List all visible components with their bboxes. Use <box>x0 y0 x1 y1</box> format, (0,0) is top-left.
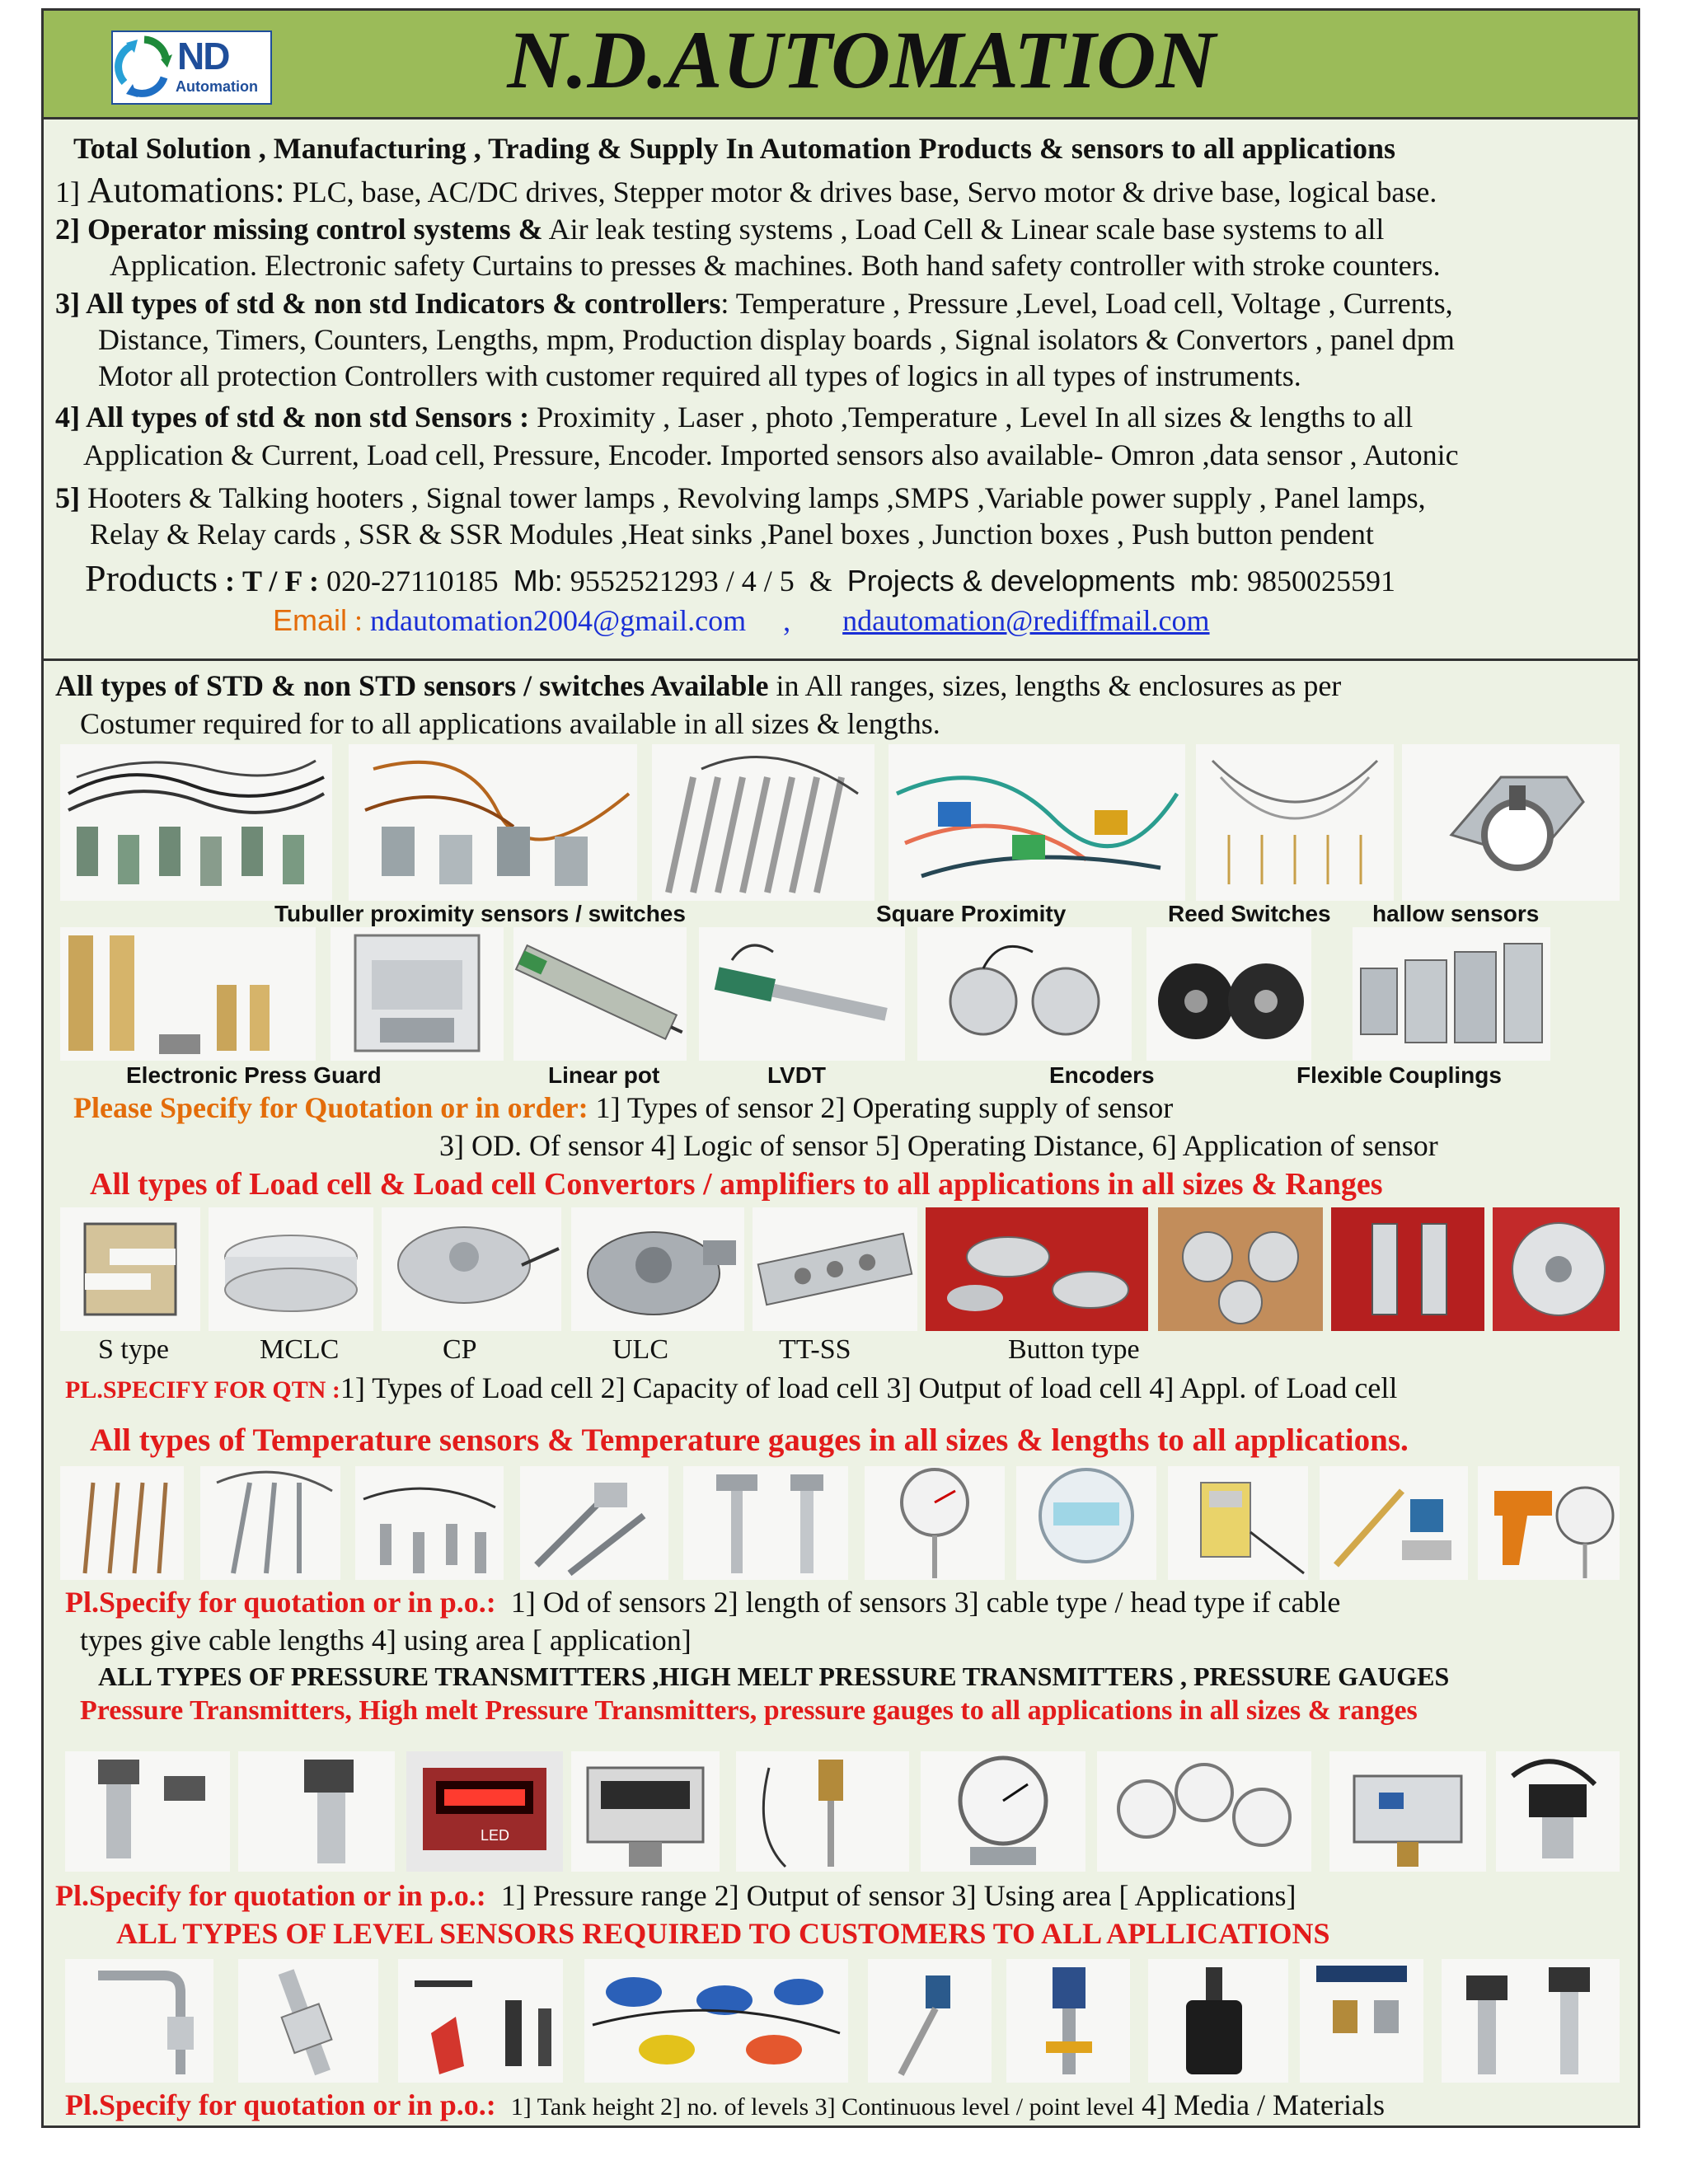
loadcell-spec-line <box>65 1372 1397 1405</box>
intro-item-1 <box>55 171 1437 210</box>
level-sensor-image-4 <box>1006 1959 1130 2083</box>
intro-item-4 <box>55 401 1413 434</box>
item2-line2: Application. Electronic safety Curtains to presses & machines. Both hand safety controller with stroke counters. <box>110 249 1441 282</box>
encoder-image-2 <box>1146 927 1311 1061</box>
temp-sensor-picture-4 <box>520 1466 668 1580</box>
mb-label: Mb: <box>513 564 563 598</box>
encoder-picture-1 <box>917 927 1132 1061</box>
level-spec-line <box>65 2089 1385 2122</box>
item1-num: 1] <box>55 176 80 209</box>
level-sensor-image-3 <box>868 1959 992 2083</box>
ir-thermometer-image <box>1478 1466 1620 1580</box>
caption-press-guard: Electronic Press Guard <box>126 1062 382 1088</box>
caption-cp: CP <box>443 1334 477 1365</box>
level-spec-text-end: 4] Media / Materials <box>1142 2088 1386 2121</box>
loadcell-ulc-image <box>571 1207 744 1331</box>
button-loadcell-image-4 <box>1493 1207 1620 1331</box>
intro-item-5 <box>55 482 1426 515</box>
pressure-sensor-image <box>1496 1751 1620 1872</box>
level-sensor-image-2 <box>238 1959 378 2083</box>
probe-sensors-image <box>652 744 874 901</box>
item3-line3: Motor all protection Controllers with customer required all types of logics in all types of instruments. <box>98 359 1301 392</box>
level-switch-picture <box>398 1959 563 2083</box>
sensors-quote-line2: 3] OD. Of sensor 4] Logic of sensor 5] Operating Distance, 6] Application of sensor <box>439 1129 1438 1162</box>
melt-pressure-picture <box>736 1751 909 1872</box>
loadcell-mclc-image <box>209 1207 373 1331</box>
square-proximity-picture <box>889 744 1185 901</box>
level-sensor-picture-2 <box>238 1959 378 2083</box>
projects-label: Projects & developments <box>846 564 1175 598</box>
pressure-spec-text: 1] Pressure range 2] Output of sensor 3] Using area [ Applications] <box>500 1879 1296 1912</box>
pressure-sensor-picture <box>1496 1751 1620 1872</box>
pressure-spec-line <box>55 1880 1296 1913</box>
caption-tt-ss: TT-SS <box>779 1334 851 1365</box>
press-guard-picture <box>60 927 316 1061</box>
caption-ulc: ULC <box>612 1334 668 1365</box>
temp-sensor-picture-5 <box>683 1466 848 1580</box>
tt-ss-loadcell-picture <box>753 1207 917 1331</box>
caption-lvdt: LVDT <box>767 1062 827 1088</box>
level-sensor-picture-1 <box>65 1959 213 2083</box>
pressure-display-picture-2 <box>571 1751 720 1872</box>
temp-sensor-image-3 <box>355 1466 504 1580</box>
probe-sensors-picture <box>652 744 874 901</box>
reed-switches-picture <box>1196 744 1394 901</box>
tubular-proximity-picture <box>60 744 332 901</box>
item3-text: : Temperature , Pressure ,Level, Load cell, Voltage , Currents, <box>720 287 1453 320</box>
header-band <box>44 11 1638 120</box>
caption-hallow-sensors: hallow sensors <box>1372 901 1540 926</box>
level-switch-image <box>398 1959 563 2083</box>
level-heading: ALL TYPES OF LEVEL SENSORS REQUIRED TO CUSTOMERS TO ALL APLLICATIONS <box>116 1917 1330 1950</box>
email-colon: : <box>354 604 363 637</box>
melt-pressure-image <box>736 1751 909 1872</box>
pressure-heading-2: Pressure Transmitters, High melt Pressure Transmitters, pressure gauges to all applications in all sizes & ranges <box>80 1695 1418 1726</box>
ir-thermometer-picture <box>1478 1466 1620 1580</box>
tagline: Total Solution , Manufacturing , Trading & Supply In Automation Products & sensors to all applications <box>73 132 1395 165</box>
pressure-switch-image <box>1329 1751 1486 1872</box>
press-guard-image <box>60 927 316 1061</box>
temp-transmitter-image <box>1320 1466 1468 1580</box>
level-sensor-image-5 <box>1300 1959 1423 2083</box>
temp-sensor-picture-1 <box>60 1466 184 1580</box>
hallow-sensor-picture <box>1402 744 1620 901</box>
button-loadcell-image-3 <box>1331 1207 1484 1331</box>
pressure-gauge-picture-1 <box>921 1751 1085 1872</box>
handheld-thermometer-picture <box>1168 1466 1308 1580</box>
sensors-heading-rest: in All ranges, sizes, lengths & enclosures as per <box>776 669 1342 702</box>
logo-text: ND <box>177 35 229 77</box>
company-name: N.D.AUTOMATION <box>507 14 1216 105</box>
pressure-gauges-image <box>1097 1751 1311 1872</box>
float-switches-image <box>584 1959 848 2083</box>
amp: & <box>809 565 832 598</box>
sensors-quote-label: Please Specify for Quotation or in order: <box>73 1091 588 1124</box>
pressure-transmitter-picture-2 <box>238 1751 395 1872</box>
pressure-gauge-image-1 <box>921 1751 1085 1872</box>
flyer-sheet <box>41 8 1640 2128</box>
tubular-proximity-image-2 <box>349 744 637 901</box>
logo-subtext: Automation <box>176 78 258 95</box>
temperature-heading: All types of Temperature sensors & Temperature gauges in all sizes & lengths to all applications. <box>90 1422 1409 1458</box>
loadcell-spec-text: 1] Types of Load cell 2] Capacity of load cell 3] Output of load cell 4] Appl. of Load cell <box>340 1371 1398 1404</box>
item3-line2: Distance, Timers, Counters, Lengths, mpm, Production display boards , Signal isolators & Convertors , panel dpm <box>98 323 1455 356</box>
item4-head: 4] All types of std & non std Sensors : <box>55 401 530 434</box>
temperature-spec-line2: types give cable lengths 4] using area [ application] <box>80 1624 692 1657</box>
pressure-transmitter-image-2 <box>238 1751 395 1872</box>
temp-gauge-picture-1 <box>865 1466 1005 1580</box>
item4-text: Proximity , Laser , photo ,Temperature , Level In all sizes & lengths to all <box>537 401 1414 434</box>
pressure-display-image-1 <box>406 1751 563 1872</box>
products-label: Products <box>85 557 218 599</box>
proximity-cables-picture <box>349 744 637 901</box>
pressure-display-picture-1 <box>406 1751 563 1872</box>
projects-mb-value: 9850025591 <box>1246 565 1395 598</box>
mclc-loadcell-picture <box>209 1207 373 1331</box>
products-colon: : <box>225 565 235 598</box>
email-2[interactable]: ndautomation@rediffmail.com <box>842 604 1210 637</box>
email-label: Email <box>273 603 348 637</box>
square-proximity-image <box>889 744 1185 901</box>
caption-flexible-couplings: Flexible Couplings <box>1296 1062 1502 1088</box>
ultrasonic-level-image <box>1148 1959 1288 2083</box>
linear-pot-picture <box>513 927 687 1061</box>
pressure-transmitter-image-1 <box>65 1751 230 1872</box>
section-divider <box>44 658 1638 661</box>
handheld-thermometer-image <box>1168 1466 1308 1580</box>
level-sensor-image-1 <box>65 1959 213 2083</box>
temperature-spec-text: 1] Od of sensors 2] length of sensors 3] cable type / head type if cable <box>510 1586 1341 1619</box>
sensors-quote-text: 1] Types of sensor 2] Operating supply of sensor <box>595 1091 1174 1124</box>
caption-tubular-proximity: Tubuller proximity sensors / switches <box>274 901 686 926</box>
pressure-gauges-picture <box>1097 1751 1311 1872</box>
level-transmitter-image <box>1442 1959 1620 2083</box>
loadcell-cp-image <box>382 1207 561 1331</box>
temperature-spec-label: Pl.Specify for quotation or in p.o.: <box>65 1586 496 1619</box>
flexible-couplings-picture <box>1353 927 1550 1061</box>
item3-head: 3] All types of std & non std Indicators & controllers <box>55 287 721 320</box>
s-type-loadcell-picture <box>60 1207 200 1331</box>
level-spec-text-small: 1] Tank height 2] no. of levels 3] Continuous level / point level <box>510 2093 1135 2121</box>
sensors-heading <box>55 670 1341 703</box>
temp-sensor-image-2 <box>200 1466 340 1580</box>
mb-value: 9552521293 / 4 / 5 <box>570 565 795 598</box>
caption-s-type: S type <box>98 1334 169 1365</box>
projects-mb-label: mb: <box>1189 564 1240 598</box>
button-loadcell-picture-1 <box>926 1207 1148 1331</box>
intro-item-2 <box>55 213 1384 246</box>
pressure-heading-1: ALL TYPES OF PRESSURE TRANSMITTERS ,HIGH MELT PRESSURE TRANSMITTERS , PRESSURE GAUGES <box>98 1661 1450 1691</box>
temp-sensor-image-5 <box>683 1466 848 1580</box>
temp-gauge-image-1 <box>865 1466 1005 1580</box>
cp-loadcell-picture <box>382 1207 561 1331</box>
tf-value: 020-27110185 <box>326 565 499 598</box>
ultrasonic-level-picture <box>1148 1959 1288 2083</box>
item2-head: 2] Operator missing control systems & <box>55 213 543 246</box>
loadcell-s-type-image <box>60 1207 200 1331</box>
tubular-proximity-image <box>60 744 332 901</box>
caption-square-proximity: Square Proximity <box>876 901 1067 926</box>
button-loadcell-picture-2 <box>1158 1207 1323 1331</box>
flexible-couplings-image <box>1353 927 1550 1061</box>
pressure-display-image-2 <box>571 1751 720 1872</box>
caption-button-type: Button type <box>1008 1334 1140 1365</box>
item1-text: PLC, base, AC/DC drives, Stepper motor & drives base, Servo motor & drive base, logical base. <box>292 176 1437 209</box>
contact-line <box>85 558 1395 600</box>
ulc-loadcell-picture <box>571 1207 744 1331</box>
level-sensor-picture-3 <box>868 1959 992 2083</box>
press-machine-image <box>331 927 504 1061</box>
sensors-heading-bold: All types of STD & non STD sensors / switches Available <box>55 669 769 702</box>
button-loadcell-image-1 <box>926 1207 1148 1331</box>
item1-head: Automations: <box>87 170 285 210</box>
lvdt-image <box>699 927 905 1061</box>
sensors-quote-line <box>73 1092 1173 1125</box>
item2-text: Air leak testing systems , Load Cell & Linear scale base systems to all <box>548 213 1385 246</box>
item5-num: 5] <box>55 481 80 514</box>
item5-text: Hooters & Talking hooters , Signal tower lamps , Revolving lamps ,SMPS ,Variable power supply , Panel lamps, <box>87 481 1426 514</box>
pressure-spec-label: Pl.Specify for quotation or in p.o.: <box>55 1879 486 1912</box>
encoder-image-1 <box>917 927 1132 1061</box>
level-transmitter-picture <box>1442 1959 1620 2083</box>
linear-pot-image <box>513 927 687 1061</box>
caption-reed-switches: Reed Switches <box>1168 901 1331 926</box>
level-spec-label: Pl.Specify for quotation or in p.o.: <box>65 2088 496 2121</box>
press-machine-picture <box>331 927 504 1061</box>
temperature-spec-line <box>65 1586 1340 1619</box>
temp-sensor-picture-2 <box>200 1466 340 1580</box>
loadcell-tt-ss-image <box>753 1207 917 1331</box>
reed-switches-image <box>1196 744 1394 901</box>
temp-transmitter-picture <box>1320 1466 1468 1580</box>
lvdt-picture <box>699 927 905 1061</box>
button-loadcell-picture-3 <box>1331 1207 1484 1331</box>
caption-linear-pot: Linear pot <box>548 1062 660 1088</box>
email-1[interactable]: ndautomation2004@gmail.com <box>370 604 747 637</box>
level-sensor-picture-5 <box>1300 1959 1423 2083</box>
loadcell-heading: All types of Load cell & Load cell Convertors / amplifiers to all applications in all sizes & Ranges <box>90 1167 1383 1202</box>
temp-sensor-image-1 <box>60 1466 184 1580</box>
loadcell-spec-label: PL.SPECIFY FOR QTN : <box>65 1376 340 1404</box>
temp-sensor-image-4 <box>520 1466 668 1580</box>
email-sep: , <box>783 604 791 637</box>
sensors-heading-line2: Costumer required for to all applications available in all sizes & lengths. <box>80 707 940 740</box>
email-line <box>273 604 1210 638</box>
hallow-sensor-image <box>1402 744 1620 901</box>
pressure-transmitter-picture-1 <box>65 1751 230 1872</box>
intro-item-3 <box>55 288 1453 321</box>
pressure-switch-picture <box>1329 1751 1486 1872</box>
caption-mclc: MCLC <box>260 1334 340 1365</box>
caption-encoders: Encoders <box>1049 1062 1155 1088</box>
digital-temp-gauge-picture <box>1016 1466 1156 1580</box>
tf-label: T / F : <box>242 565 320 598</box>
level-sensor-picture-4 <box>1006 1959 1130 2083</box>
led-display-text: LED <box>481 1827 510 1844</box>
temp-sensor-picture-3 <box>355 1466 504 1580</box>
encoder-picture-2 <box>1146 927 1311 1061</box>
item5-line2: Relay & Relay cards , SSR & SSR Modules ,Heat sinks ,Panel boxes , Junction boxes , Push button pendent <box>90 518 1374 551</box>
float-switches-picture <box>584 1959 848 2083</box>
digital-temp-gauge-image <box>1016 1466 1156 1580</box>
item4-line2: Application & Current, Load cell, Pressure, Encoder. Imported sensors also available- Omron ,data sensor , Autonic <box>83 438 1459 471</box>
button-loadcell-picture-4 <box>1493 1207 1620 1331</box>
button-loadcell-image-2 <box>1158 1207 1323 1331</box>
